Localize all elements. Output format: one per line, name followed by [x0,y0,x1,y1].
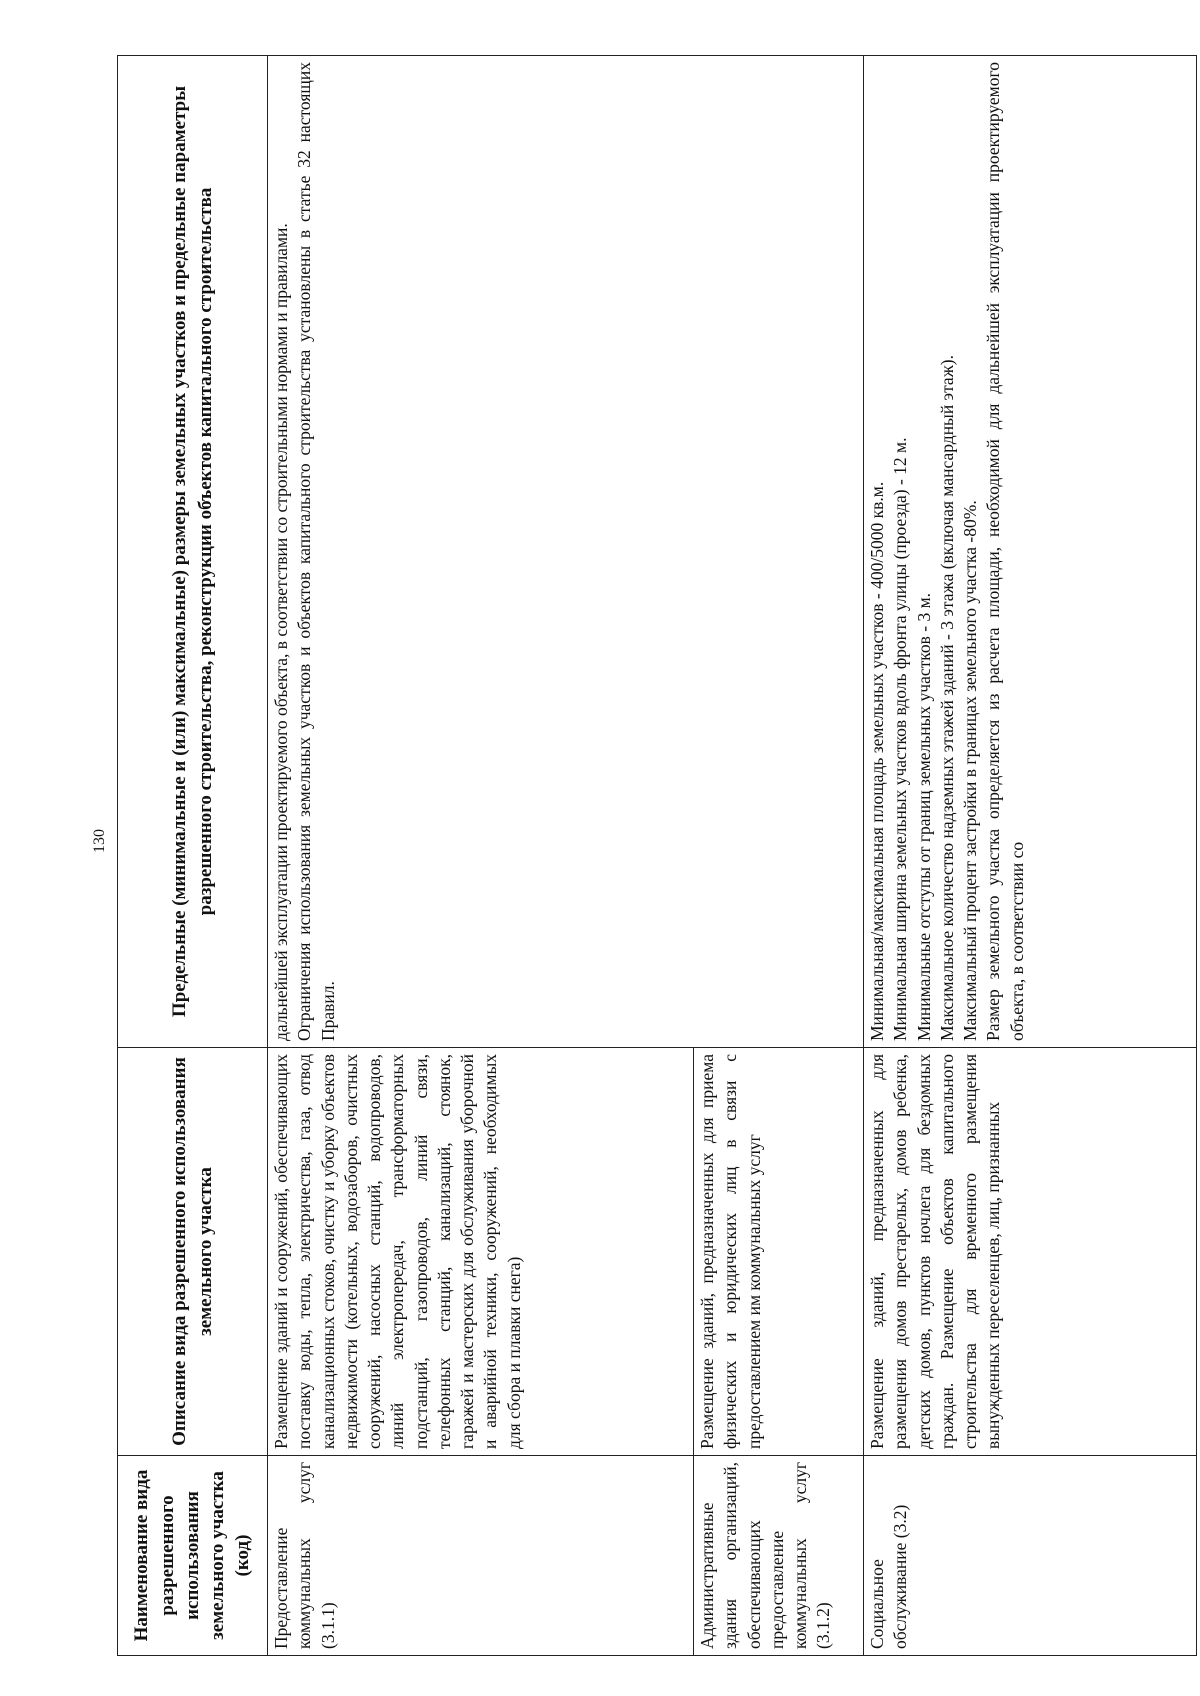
row-description-cell: Размещение зданий, предназначенных для размещения домов престарелых, домов ребенка, детских домов, пунктов ночлега для бездомных граждан. Размещение объектов капитального строительства для временного размещения вынужденных переселенцев, лиц, признанных [864,1048,1197,1456]
header-description: Описание вида разрешенного использования земельного участка [118,1048,268,1456]
header-parameters: Предельные (минимальные и (или) максимальные) размеры земельных участков и предельные параметры разрешенного строительства, реконструкции объектов капитального строительства [118,56,268,1048]
row-name-cell: Административные здания организаций, обеспечивающих предоставление коммунальных услуг (3.1.2) [694,1456,864,1656]
regulations-table [117,55,1197,1656]
row-name-cell: Социальное обслуживание (3.2) [864,1456,1197,1656]
row-parameters-cell [864,56,1197,1048]
row-description-cell: Размещение зданий, предназначенных для приема физических и юридических лиц в связи с предоставлением им коммунальных услуг [694,1048,864,1456]
parameter-line: дальнейшей эксплуатации проектируемого объекта, в соответствии со строительными нормами и правилами. [271,223,291,1041]
parameter-line: Минимальная ширина земельных участков вдоль фронта улицы (проезда) - 12 м. [890,437,911,1041]
parameter-line: Минимальная/максимальная площадь земельных участков - 400/5000 кв.м. [867,481,887,1041]
parameter-line: Максимальный процент застройки в границах земельного участка -80%. [960,500,981,1041]
table-row [268,56,694,1656]
row-description-cell: Размещение зданий и сооружений, обеспечивающих поставку воды, тепла, электричества, газа, отвод канализационных стоков, очистку и уборку объектов недвижимости (котельных, водозаборов, очистных сооружений, насосных станций, водопроводов, линий электропередач, трансформаторных подстанций, газопроводов, линий связи, телефонных станций, канализаций, стоянок, гаражей и мастерских для обслуживания уборочной и аварийной техники, сооружений, необходимых для сбора и плавки снега) [268,1048,694,1456]
table-row [864,56,1197,1656]
rotated-page-content [117,56,1197,1656]
parameter-line: Максимальное количество надземных этажей зданий - 3 этажа (включая мансардный этаж). [936,355,957,1041]
row-parameters-cell [268,56,864,1048]
header-name: Наименование вида разрешенного использования земельного участка (код) [118,1456,268,1656]
page-number: 130 [91,829,108,853]
parameter-line: Минимальные отступы от границ земельных участков - 3 м. [913,592,934,1041]
table-header-row [118,56,268,1656]
parameter-line: Ограничения использования земельных участков и объектов капитального строительства установлены в статье 32 настоящих Правил. [294,62,338,1041]
row-name-cell: Предоставление коммунальных услуг (3.1.1) [268,1456,694,1656]
parameter-line: Размер земельного участка определяется из расчета площади, необходимой для дальнейшей эксплуатации проектируемого объекта, в соответствии со [983,62,1027,1041]
